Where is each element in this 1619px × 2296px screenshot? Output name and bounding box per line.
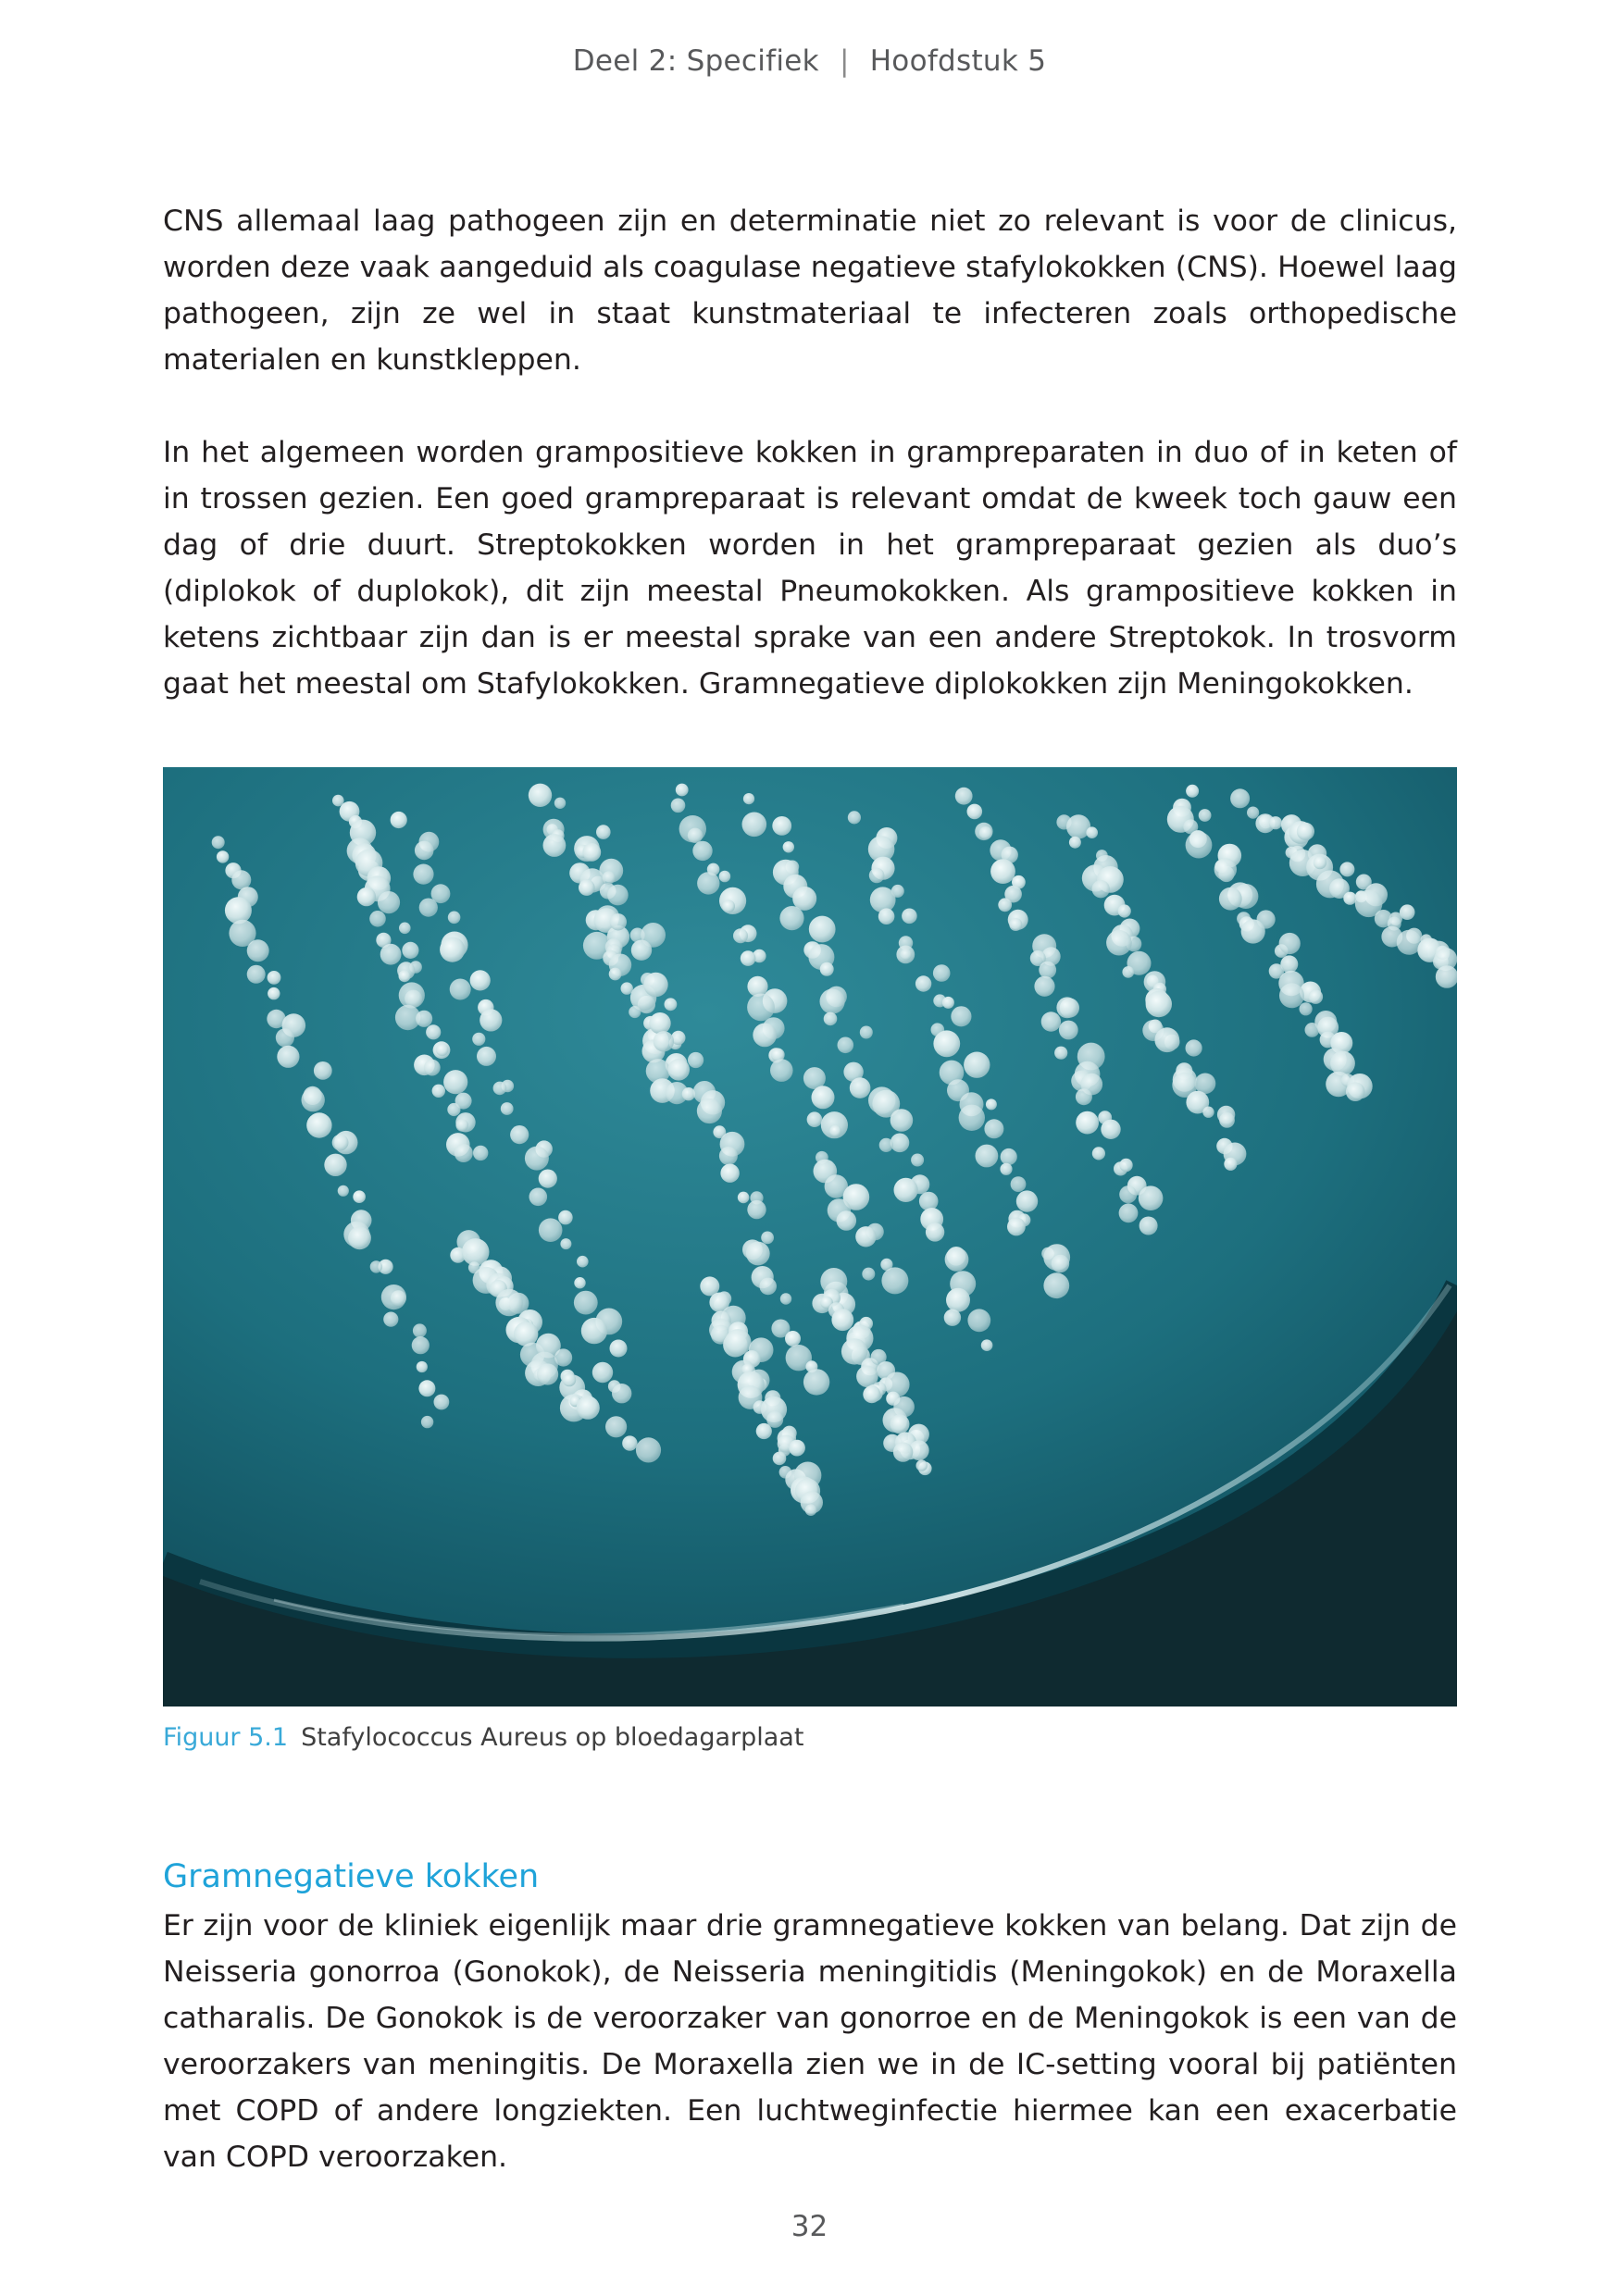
bacterial-colony bbox=[981, 1339, 993, 1351]
bacterial-colony bbox=[247, 965, 266, 984]
bacterial-colony bbox=[1202, 1107, 1214, 1118]
bacterial-colony bbox=[577, 1396, 600, 1420]
bacterial-colony bbox=[688, 1052, 704, 1068]
bacterial-colony bbox=[391, 1290, 406, 1306]
bacterial-colony bbox=[415, 841, 434, 861]
bacterial-colony bbox=[643, 973, 667, 997]
bacterial-colony bbox=[770, 1059, 793, 1082]
bacterial-colony bbox=[890, 1414, 910, 1433]
bacterial-colony bbox=[596, 825, 611, 839]
bacterial-colony bbox=[276, 1028, 294, 1047]
header-part: Deel 2: Specifiek bbox=[572, 44, 819, 78]
bacterial-colony bbox=[348, 1226, 371, 1249]
bacterial-colony bbox=[890, 1134, 910, 1153]
bacterial-colony bbox=[665, 998, 678, 1011]
bacterial-colony bbox=[1016, 1190, 1038, 1211]
bacterial-colony bbox=[574, 1291, 598, 1315]
bacterial-colony bbox=[667, 1059, 690, 1081]
bacterial-colony bbox=[448, 912, 461, 925]
bacterial-colony bbox=[649, 1012, 670, 1034]
bacterial-colony bbox=[1305, 1023, 1320, 1037]
bacterial-colony bbox=[1309, 989, 1324, 1004]
bacterial-colony bbox=[697, 1098, 722, 1123]
bacterial-colony bbox=[719, 871, 731, 883]
bacterial-colony bbox=[631, 940, 652, 961]
bacterial-colony bbox=[911, 1154, 924, 1167]
bacterial-colony bbox=[1054, 1047, 1067, 1060]
bacterial-colony bbox=[563, 1373, 576, 1386]
bacterial-colony bbox=[1119, 1159, 1132, 1172]
bacterial-colony bbox=[761, 1232, 774, 1245]
bacterial-colony bbox=[1139, 1185, 1164, 1210]
bacterial-colony bbox=[306, 1112, 331, 1137]
bacterial-colony bbox=[862, 1268, 875, 1281]
bacterial-colony bbox=[370, 1260, 382, 1272]
bacterial-colony bbox=[493, 1082, 507, 1096]
bacterial-colony bbox=[722, 900, 735, 912]
bacterial-colony bbox=[944, 1309, 961, 1326]
bacterial-colony bbox=[820, 989, 845, 1014]
bacterial-colony bbox=[560, 1238, 571, 1249]
bacterial-colony bbox=[353, 1190, 366, 1203]
bacterial-colony bbox=[470, 970, 491, 990]
bacterial-colony bbox=[514, 1322, 538, 1346]
bacterial-colony bbox=[719, 1147, 738, 1165]
bacterial-colony bbox=[510, 1125, 529, 1144]
bacterial-colony bbox=[753, 1024, 777, 1048]
bacterial-colony bbox=[225, 897, 252, 924]
bacterial-colony bbox=[399, 970, 411, 982]
bacterial-colony bbox=[217, 850, 229, 863]
bacterial-colony bbox=[942, 997, 954, 1009]
bacterial-colony bbox=[1056, 997, 1077, 1018]
bacterial-colony bbox=[990, 859, 1015, 884]
figure-label: Figuur 5.1 bbox=[163, 1723, 289, 1752]
bacterial-colony bbox=[976, 1145, 999, 1168]
bacterial-colony bbox=[558, 1210, 573, 1225]
bacterial-colony bbox=[1154, 1027, 1179, 1052]
bacterial-colony bbox=[933, 1030, 960, 1057]
bacterial-colony bbox=[1230, 788, 1250, 808]
bacterial-colony bbox=[1241, 919, 1265, 943]
bacterial-colony bbox=[893, 1442, 913, 1461]
bacterial-colony bbox=[955, 788, 973, 805]
bacterial-colony bbox=[831, 1309, 853, 1331]
bacterial-colony bbox=[860, 1026, 873, 1039]
bacterial-colony bbox=[592, 1362, 613, 1383]
bacterial-colony bbox=[759, 1278, 777, 1296]
bacterial-colony bbox=[773, 1452, 787, 1466]
bacterial-colony bbox=[324, 1154, 346, 1176]
bacterial-colony bbox=[1039, 962, 1056, 979]
bacterial-colony bbox=[1007, 1218, 1026, 1236]
bacterial-colony bbox=[612, 1384, 631, 1403]
bacterial-colony bbox=[870, 887, 896, 912]
bacterial-colony bbox=[1119, 1203, 1139, 1222]
bacterial-colony bbox=[332, 1135, 349, 1151]
bacterial-colony bbox=[967, 804, 983, 820]
bacterial-colony bbox=[1059, 1021, 1078, 1040]
bacterial-colony bbox=[1034, 976, 1054, 997]
bacterial-colony bbox=[894, 1178, 918, 1202]
bacterial-colony bbox=[1186, 832, 1213, 859]
bacterial-colony bbox=[501, 1102, 514, 1115]
paragraph-gramnegative: Er zijn voor de kliniek eigenlijk maar drie gramnegatieve kokken van belang. Dat zijn de Neisseria gonorroa (Gonokok), de Neisseria meningitidis (Meningokok) en de Moraxella catharalis. De Gonokok is de veroorzaker van gonorroe en de Meningokok is een van de veroorzakers van meningitis. De Moraxella zien we in de IC-setting vooral bij patiënten met COPD of andere longziekten. Een luchtweginfectie hiermee kan een exacerbatie van COPD veroorzaken. bbox=[163, 1909, 1457, 2174]
bacterial-colony bbox=[1001, 1148, 1017, 1165]
bacterial-colony bbox=[473, 1146, 488, 1160]
bacterial-colony bbox=[812, 1086, 835, 1109]
bacterial-colony bbox=[789, 1440, 805, 1457]
bacterial-colony bbox=[554, 798, 566, 809]
bacterial-colony bbox=[529, 784, 552, 807]
bacterial-colony bbox=[413, 864, 433, 885]
bacterial-colony bbox=[967, 1309, 990, 1332]
bacterial-colony bbox=[405, 990, 422, 1008]
bacterial-colony bbox=[979, 826, 992, 839]
bacterial-colony bbox=[621, 982, 633, 994]
bacterial-colony bbox=[878, 908, 895, 925]
bacterial-colony bbox=[1186, 785, 1199, 798]
bacterial-colony bbox=[1000, 1163, 1012, 1175]
bacterial-colony bbox=[537, 1363, 558, 1384]
bacterial-colony bbox=[609, 968, 622, 981]
bacterial-colony bbox=[772, 816, 791, 836]
bacterial-colony bbox=[525, 1147, 549, 1171]
bacterial-colony bbox=[434, 1395, 450, 1410]
header-chapter: Hoofdstuk 5 bbox=[869, 44, 1047, 78]
bacterial-colony bbox=[581, 1318, 607, 1344]
bacterial-colony bbox=[1146, 991, 1172, 1017]
bacterial-colony bbox=[747, 994, 775, 1022]
bacterial-colony bbox=[855, 1226, 876, 1247]
bacterial-colony bbox=[820, 962, 834, 976]
bacterial-colony bbox=[916, 1459, 928, 1471]
bacterial-colony bbox=[1076, 1088, 1092, 1105]
bacterial-colony bbox=[636, 1437, 661, 1462]
bacterial-colony bbox=[418, 1380, 435, 1396]
bacterial-colony bbox=[746, 1242, 770, 1266]
bacterial-colony bbox=[1009, 918, 1022, 931]
header-separator: | bbox=[839, 44, 850, 78]
bacterial-colony bbox=[1076, 1111, 1099, 1135]
bacterial-colony bbox=[1041, 1011, 1061, 1031]
bacterial-colony bbox=[809, 916, 836, 943]
bacterial-colony bbox=[1122, 966, 1134, 978]
bacterial-colony bbox=[1330, 1051, 1355, 1076]
bacterial-colony bbox=[1052, 1255, 1070, 1273]
bacterial-colony bbox=[529, 1188, 548, 1207]
bacterial-colony bbox=[676, 784, 689, 797]
bacterial-colony bbox=[1224, 1158, 1237, 1171]
bacterial-colony bbox=[951, 1006, 971, 1026]
bacterial-colony bbox=[747, 976, 767, 997]
bacterial-colony bbox=[654, 1031, 674, 1051]
bacterial-colony bbox=[1199, 809, 1212, 822]
bacterial-colony bbox=[986, 1098, 997, 1110]
bacterial-colony bbox=[610, 913, 627, 930]
bacterial-colony bbox=[610, 1340, 628, 1358]
bacterial-colony bbox=[720, 1164, 739, 1183]
bacterial-colony bbox=[671, 799, 686, 813]
bacterial-colony bbox=[421, 1416, 433, 1428]
bacterial-colony bbox=[268, 971, 281, 985]
bacterial-colony bbox=[1279, 983, 1304, 1008]
bacterial-colony bbox=[380, 944, 402, 965]
bacterial-colony bbox=[543, 834, 567, 857]
bacterial-colony bbox=[1069, 837, 1081, 849]
bacterial-colony bbox=[959, 1105, 985, 1131]
bacterial-colony bbox=[574, 1277, 585, 1288]
paragraph-grampositive: In het algemeen worden grampositieve kokken in grampreparaten in duo of in keten of in trossen gezien. Een goed grampreparaat is relevant omdat de kweek toch gauw een dag of drie duurt. Streptokokken worden in het grampreparaat gezien als duo’s (diplokok of duplokok), dit zijn meestal Pneumokokken. Als grampositieve kokken in ketens zichtbaar zijn dan is er meestal sprake van een andere Streptokok. In trosvorm gaat het meestal om Stafylokokken. Gramnegatieve diplokokken zijn Meningokokken. bbox=[163, 436, 1457, 701]
bacterial-colony bbox=[383, 1312, 398, 1327]
bacterial-colony bbox=[455, 1144, 473, 1162]
bacterial-colony bbox=[890, 1109, 914, 1132]
paragraph-cns: CNS allemaal laag pathogeen zijn en determinatie niet zo relevant is voor de clinicus, worden deze vaak aangeduid als coagulase negatieve stafylokokken (CNS). Hoewel laag pathogeen, zijn ze wel in staat kunstmateriaal te infecteren zoals orthopedische materialen en kunstkleppen. bbox=[163, 205, 1457, 377]
bacterial-colony bbox=[247, 939, 269, 962]
bacterial-colony bbox=[1101, 1120, 1120, 1139]
bacterial-colony bbox=[277, 1046, 299, 1068]
bacterial-colony bbox=[477, 1047, 496, 1066]
section-heading: Gramnegatieve kokken bbox=[163, 1858, 540, 1895]
bacterial-colony bbox=[803, 1369, 829, 1395]
bacterial-colony bbox=[742, 813, 767, 838]
bacterial-colony bbox=[622, 1435, 637, 1450]
bacterial-colony bbox=[1140, 1217, 1158, 1235]
bacterial-colony bbox=[629, 1006, 641, 1018]
bacterial-colony bbox=[824, 1012, 838, 1026]
bacterial-colony bbox=[539, 1170, 557, 1188]
bacterial-colony bbox=[1297, 823, 1314, 840]
bacterial-colony bbox=[850, 1077, 871, 1098]
bacterial-colony bbox=[738, 1192, 750, 1204]
bacterial-colony bbox=[785, 1331, 801, 1347]
bacterial-colony bbox=[1247, 807, 1259, 819]
bacterial-colony bbox=[919, 1192, 939, 1211]
bacterial-colony bbox=[1086, 826, 1098, 838]
bacterial-colony bbox=[838, 1037, 854, 1054]
bacterial-colony bbox=[399, 923, 411, 935]
bacterial-colony bbox=[1119, 1185, 1137, 1203]
bacterial-colony bbox=[436, 1044, 449, 1057]
bacterial-colony bbox=[780, 1293, 791, 1304]
bacterial-colony bbox=[455, 1119, 468, 1132]
bacterial-colony bbox=[1279, 933, 1301, 954]
bacterial-colony bbox=[1269, 816, 1282, 829]
bacterial-colony bbox=[1092, 1147, 1105, 1160]
bacterial-colony bbox=[426, 1024, 441, 1039]
figure-caption-text: Stafylococcus Aureus op bloedagarplaat bbox=[301, 1723, 804, 1752]
bacterial-colony bbox=[743, 793, 754, 804]
bacterial-colony bbox=[998, 898, 1012, 912]
bacterial-colony bbox=[688, 828, 703, 843]
figure-photo-agar-plate bbox=[163, 767, 1457, 1706]
bacterial-colony bbox=[1400, 904, 1415, 920]
bacterial-colony bbox=[402, 942, 418, 959]
bacterial-colony bbox=[697, 872, 719, 894]
bacterial-colony bbox=[933, 964, 951, 982]
bacterial-colony bbox=[1092, 880, 1110, 898]
bacterial-colony bbox=[945, 1247, 969, 1272]
bacterial-colony bbox=[837, 1210, 857, 1231]
agar-plate-image bbox=[163, 767, 1457, 1706]
bacterial-colony bbox=[1219, 1112, 1235, 1128]
bacterial-colony bbox=[869, 868, 885, 884]
bacterial-colony bbox=[881, 1267, 908, 1294]
bacterial-colony bbox=[357, 887, 376, 906]
bacterial-colony bbox=[417, 1361, 428, 1372]
bacterial-colony bbox=[733, 928, 748, 943]
figure-caption bbox=[163, 1723, 803, 1752]
bacterial-colony bbox=[900, 949, 912, 961]
bacterial-colony bbox=[741, 950, 756, 966]
bacterial-colony bbox=[1343, 892, 1356, 905]
bacterial-colony bbox=[926, 1222, 944, 1241]
bacterial-colony bbox=[863, 1385, 880, 1403]
bacterial-colony bbox=[419, 899, 438, 917]
bacterial-colony bbox=[1043, 1272, 1069, 1298]
bacterial-colony bbox=[582, 843, 601, 862]
bacterial-colony bbox=[432, 1085, 445, 1098]
bacterial-colony bbox=[1346, 1082, 1365, 1101]
bacterial-colony bbox=[212, 836, 225, 849]
bacterial-colony bbox=[783, 841, 794, 852]
bacterial-colony bbox=[424, 1060, 441, 1076]
bacterial-colony bbox=[1011, 1176, 1027, 1192]
bacterial-colony bbox=[1314, 856, 1326, 869]
bacterial-colony bbox=[1106, 930, 1132, 956]
bacterial-colony bbox=[779, 906, 803, 930]
bacterial-colony bbox=[607, 885, 629, 906]
bacterial-colony bbox=[915, 975, 931, 991]
bacterial-colony bbox=[1300, 1002, 1313, 1015]
bacterial-colony bbox=[1186, 1039, 1202, 1056]
bacterial-colony bbox=[756, 1423, 772, 1439]
bacterial-colony bbox=[879, 1138, 893, 1152]
bacterial-colony bbox=[302, 1088, 325, 1111]
bacterial-colony bbox=[338, 1185, 349, 1197]
bacterial-colony bbox=[848, 811, 861, 824]
bacterial-colony bbox=[805, 1504, 817, 1516]
bacterial-colony bbox=[692, 841, 712, 861]
bacterial-colony bbox=[391, 812, 407, 828]
bacterial-colony bbox=[554, 1348, 572, 1366]
bacterial-colony bbox=[447, 1103, 460, 1116]
bacterial-colony bbox=[378, 891, 400, 913]
bacterial-colony bbox=[984, 1119, 1003, 1138]
bacterial-colony bbox=[725, 1329, 752, 1356]
bacterial-colony bbox=[577, 1256, 589, 1268]
bacterial-colony bbox=[268, 987, 280, 999]
bacterial-colony bbox=[472, 1033, 485, 1046]
bacterial-colony bbox=[440, 937, 465, 962]
bacterial-colony bbox=[495, 1289, 522, 1316]
bacterial-colony bbox=[1214, 858, 1237, 880]
bacterial-colony bbox=[443, 1070, 467, 1094]
bacterial-colony bbox=[1219, 887, 1242, 911]
running-header bbox=[0, 44, 1619, 78]
bacterial-colony bbox=[369, 911, 386, 927]
bacterial-colony bbox=[479, 1009, 502, 1031]
bacterial-colony bbox=[807, 1111, 823, 1127]
bacterial-colony bbox=[603, 871, 616, 884]
bacterial-colony bbox=[314, 1061, 332, 1080]
bacterial-colony bbox=[412, 1336, 430, 1354]
bacterial-colony bbox=[413, 1323, 427, 1337]
bacterial-colony bbox=[946, 1288, 970, 1312]
bacterial-colony bbox=[747, 1200, 766, 1219]
bacterial-colony bbox=[416, 1011, 432, 1027]
bacterial-colony bbox=[1118, 904, 1131, 917]
bacterial-colony bbox=[605, 1416, 627, 1437]
bacterial-colony bbox=[829, 1125, 841, 1137]
bacterial-colony bbox=[579, 879, 595, 896]
bacterial-colony bbox=[231, 870, 251, 889]
bacterial-colony bbox=[1339, 862, 1354, 876]
bacterial-colony bbox=[450, 979, 471, 1000]
bacterial-colony bbox=[964, 1052, 990, 1078]
bacterial-colony bbox=[902, 909, 917, 925]
page-number: 32 bbox=[791, 2210, 828, 2243]
bacterial-colony bbox=[539, 1218, 563, 1242]
